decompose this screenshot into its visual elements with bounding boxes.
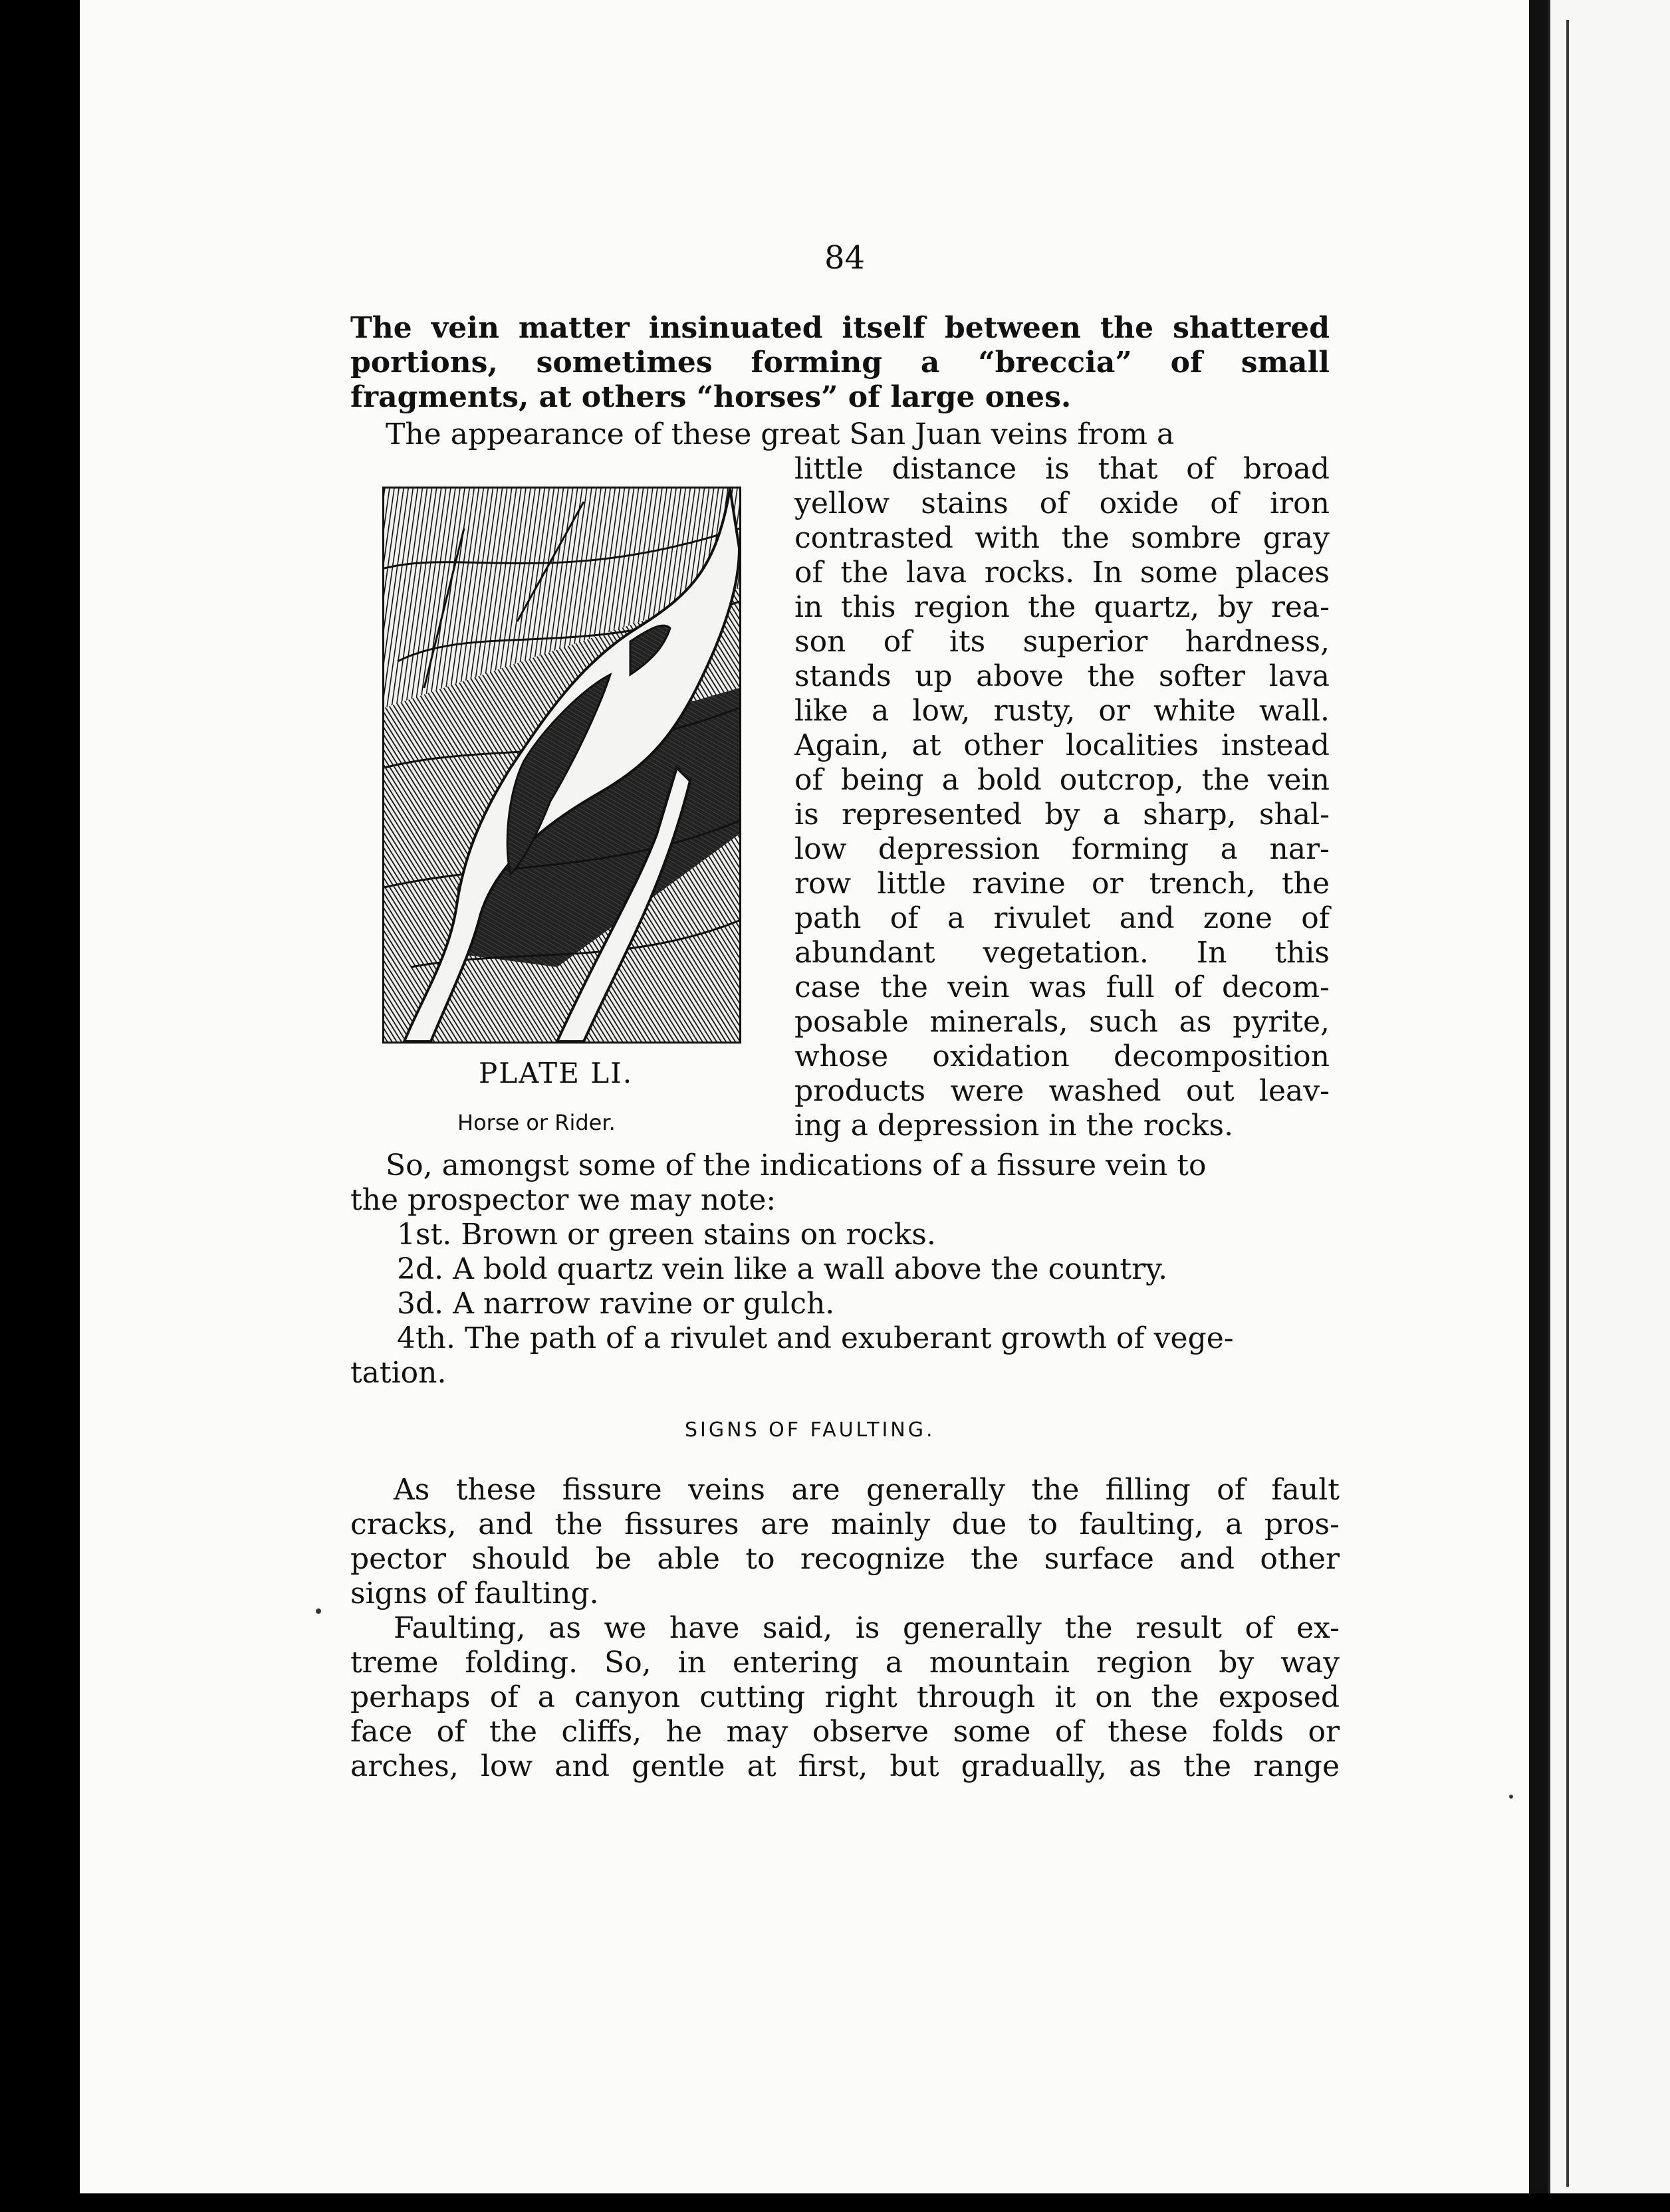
text-line: little distance is that of broad: [794, 452, 1330, 486]
print-speck: [316, 1608, 321, 1614]
paragraph-san-juan-wrapped: [794, 452, 1330, 1143]
text-line: abundant vegetation. In this: [794, 936, 1330, 970]
text-line: pector should be able to recognize the surface and other: [350, 1542, 1340, 1576]
text-line: face of the cliffs, he may observe some of these folds or: [350, 1715, 1340, 1749]
paragraph-indications: [350, 1149, 1330, 1218]
paragraph-san-juan-first-line: The appearance of these great San Juan veins from a: [386, 417, 1175, 451]
text-line: like a low, rusty, or white wall.: [794, 694, 1330, 728]
paragraph-fissure-veins: [350, 1473, 1340, 1611]
list-item: tation.: [350, 1356, 447, 1390]
scan-border-bottom: [0, 2193, 1670, 2212]
text-line: products were washed out leav-: [794, 1074, 1330, 1108]
text-line: contrasted with the sombre gray: [794, 521, 1330, 555]
text-line: low depression forming a nar-: [794, 832, 1330, 866]
text-line: treme folding. So, in entering a mountain region by way: [350, 1646, 1340, 1680]
text-line: Again, at other localities instead: [794, 728, 1330, 762]
text-line: arches, low and gentle at first, but gradually, as the range: [350, 1749, 1340, 1783]
text-line: perhaps of a canyon cutting right through it on the exposed: [350, 1680, 1340, 1714]
facing-page-rule: [1566, 20, 1569, 2187]
text-line: ing a depression in the rocks.: [794, 1109, 1234, 1143]
paragraph-vein-matter: The vein matter insinuated itself between the shattered portions, sometimes forming a “breccia” of small fragments, at others “horses” of large ones.: [350, 311, 1330, 414]
list-item: 3d. A narrow ravine or gulch.: [397, 1287, 835, 1321]
text-line: So, amongst some of the indications of a fissure vein to: [386, 1149, 1207, 1182]
scan-border-left: [0, 0, 80, 2212]
plate-caption: Horse or Rider.: [457, 1110, 616, 1135]
text-line: of being a bold outcrop, the vein: [794, 763, 1330, 797]
book-gutter: [1529, 0, 1548, 2212]
paragraph-faulting: [350, 1611, 1340, 1784]
plate-illustration: [382, 487, 741, 1044]
text-line: son of its superior hardness,: [794, 625, 1330, 659]
text-line: As these fissure veins are generally the filling of fault: [394, 1473, 1340, 1507]
text-line: the prospector we may note:: [350, 1183, 776, 1217]
text-line: row little ravine or trench, the: [794, 867, 1330, 901]
text-line: case the vein was full of decom-: [794, 970, 1330, 1004]
text-line: posable minerals, such as pyrite,: [794, 1005, 1330, 1039]
list-item: 2d. A bold quartz vein like a wall above the country.: [397, 1252, 1168, 1286]
plate-title: PLATE LI.: [479, 1057, 634, 1089]
text-line: is represented by a sharp, shal-: [794, 798, 1330, 831]
text-line: cracks, and the fissures are mainly due to faulting, a pros-: [350, 1507, 1340, 1541]
text-line: of the lava rocks. In some places: [794, 556, 1330, 590]
section-heading: SIGNS OF FAULTING.: [685, 1418, 935, 1442]
indications-list: [350, 1218, 1330, 1390]
text-line: stands up above the softer lava: [794, 659, 1330, 693]
text-line: Faulting, as we have said, is generally the result of ex-: [394, 1611, 1340, 1645]
page-number: 84: [824, 239, 866, 276]
text-line: in this region the quartz, by rea-: [794, 590, 1330, 624]
text-line: path of a rivulet and zone of: [794, 901, 1330, 935]
text-line: yellow stains of oxide of iron: [794, 487, 1330, 520]
list-item: 4th. The path of a rivulet and exuberant growth of vege-: [397, 1321, 1234, 1355]
text-line: whose oxidation decomposition: [794, 1040, 1330, 1073]
text-line: signs of faulting.: [350, 1577, 599, 1610]
horse-or-rider-engraving: [384, 489, 739, 1042]
print-speck: [1509, 1795, 1513, 1799]
list-item: 1st. Brown or green stains on rocks.: [397, 1218, 936, 1252]
